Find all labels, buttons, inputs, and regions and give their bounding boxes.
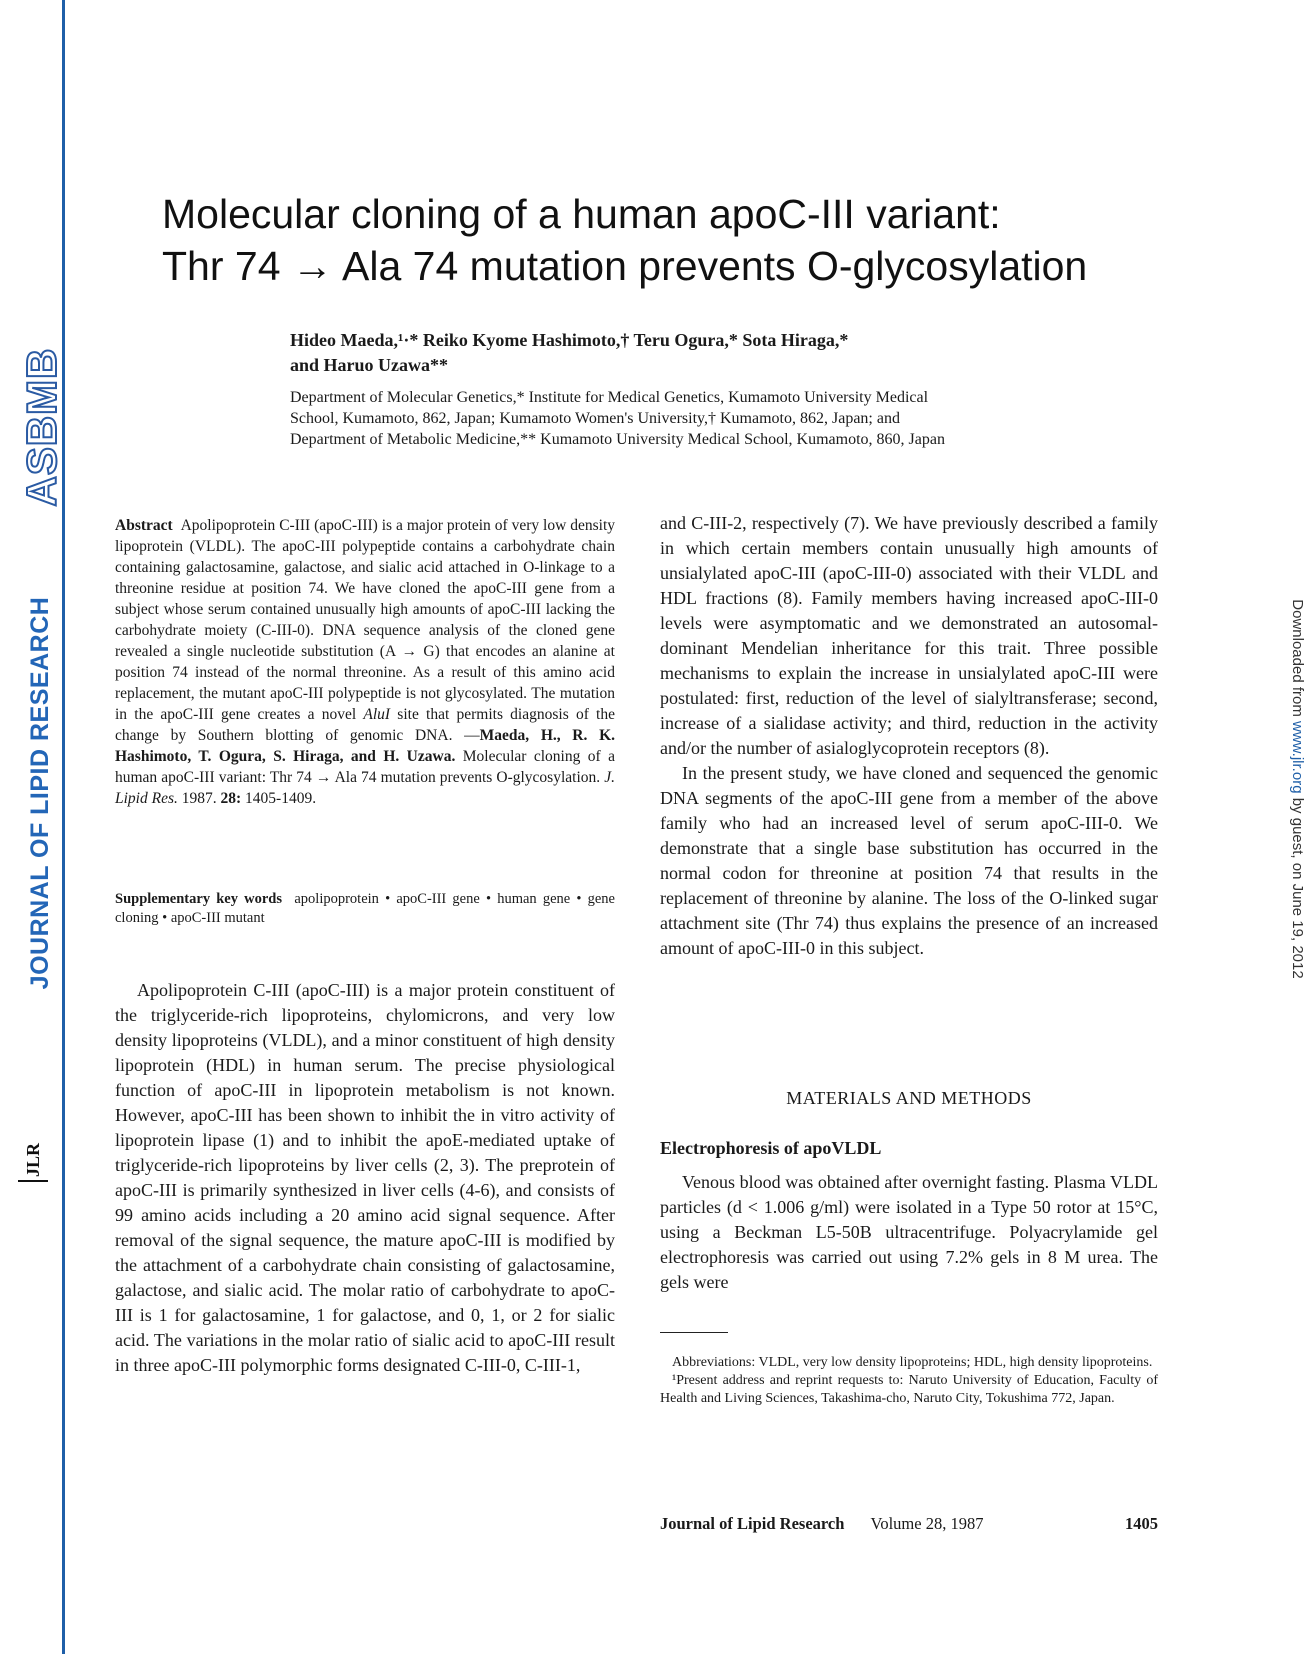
affiliation-line-3: Department of Metabolic Medicine,** Kumamoto University Medical School, Kumamoto, 860, Japan <box>290 431 945 448</box>
keywords-text: apolipoprotein • apoC-III gene • human gene • gene cloning • apoC-III mutant <box>115 891 615 926</box>
introduction <box>115 978 615 1378</box>
abstract-body-2: site that permits diagnosis of the change by Southern blotting of genomic DNA. — <box>115 706 615 744</box>
right-column-text <box>660 511 1158 961</box>
footnote-divider <box>660 1332 728 1333</box>
citation-pages: 1405-1409. <box>241 790 317 807</box>
download-notice-pre: Downloaded from <box>1289 599 1306 722</box>
asbmb-logo-text: ASBMB <box>18 347 65 507</box>
footnotes <box>660 1354 1158 1408</box>
jlr-logo-text: JLR <box>23 1142 43 1178</box>
key-words <box>115 890 615 928</box>
asbmb-logo <box>10 347 74 507</box>
footer-journal: Journal of Lipid Research <box>660 1514 845 1533</box>
author-list <box>290 328 1110 378</box>
subsection-heading: Electrophoresis of apoVLDL <box>660 1138 882 1158</box>
article-title <box>162 188 1142 292</box>
citation-volume: 28: <box>220 790 242 807</box>
citation-journal: J. Lipid Res. <box>115 769 615 807</box>
section-heading: MATERIALS AND METHODS <box>786 1088 1032 1108</box>
abstract-enzyme: AluI <box>363 706 391 723</box>
methods-text <box>660 1170 1158 1295</box>
left-margin-rule <box>62 0 65 1654</box>
title-line-2: Thr 74 → Ala 74 mutation prevents O-glycosylation <box>162 243 1088 289</box>
download-notice-post: by guest, on June 19, 2012 <box>1289 793 1306 979</box>
authors-line-2: and Haruo Uzawa** <box>290 355 449 375</box>
intro-paragraph: Apolipoprotein C-III (apoC-III) is a major protein constituent of the triglyceride-rich lipoproteins, chylomicrons, and very low density lipoproteins (VLDL), and a minor constituent of high density lipoprotein (HDL) in human serum. The precise physiological function of apoC-III in lipoprotein metabolism is not known. However, apoC-III has been shown to inhibit the in vitro activity of lipoprotein lipase (1) and to inhibit the apoE-mediated uptake of triglyceride-rich lipoproteins by liver cells (2, 3). The preprotein of apoC-III is primarily synthesized in liver cells (4-6), and consists of 99 amino acids including a 20 amino acid signal sequence. After removal of the signal sequence, the mature apoC-III is modified by the attachment of a carbohydrate chain consisting of galactosamine, galactose, and sialic acid. The molar ratio of carbohydrate to apoC-III is 1 for galactosamine, 1 for galactose, and 0, 1, or 2 for sialic acid. The variations in the molar ratio of sialic acid to apoC-III result in three apoC-III polymorphic forms designated C-III-0, C-III-1, <box>115 980 615 1375</box>
footnote-address: ¹Present address and reprint requests to: Naruto University of Education, Faculty of Health and Living Sciences, Takashima-cho, Naruto City, Tokushima 772, Japan. <box>660 1373 1158 1406</box>
citation-authors: Maeda, H., R. K. Hashimoto, T. Ogura, S. Hiraga, and H. Uzawa. <box>115 727 615 765</box>
citation-title: Molecular cloning of a human apoC-III variant: Thr 74 → Ala 74 mutation prevents O-glycosylation. <box>115 748 616 786</box>
citation-year: 1987. <box>177 790 221 807</box>
affiliations <box>290 387 1150 450</box>
footer-volume: Volume 28, 1987 <box>870 1514 984 1533</box>
page-footer <box>660 1514 1158 1534</box>
jlr-logo-icon <box>16 1138 50 1182</box>
affiliation-line-1: Department of Molecular Genetics,* Institute for Medical Genetics, Kumamoto University Medical <box>290 389 929 406</box>
methods-paragraph: Venous blood was obtained after overnight fasting. Plasma VLDL particles (d < 1.006 g/ml) were isolated in a Type 50 rotor at 15°C, using a Beckman L5-50B ultracentrifuge. Polyacrylamide gel electrophoresis was carried out using 7.2% gels in 8 M urea. The gels were <box>660 1172 1158 1292</box>
footnote-abbreviations: Abbreviations: VLDL, very low density lipoproteins; HDL, high density lipoproteins. <box>672 1355 1153 1370</box>
keywords-label: Supplementary key words <box>115 891 283 907</box>
journal-vertical-title: JOURNAL OF LIPID RESEARCH <box>26 596 54 990</box>
abstract-label: Abstract <box>115 517 173 534</box>
authors-line-1: Hideo Maeda,¹·* Reiko Kyome Hashimoto,† Teru Ogura,* Sota Hiraga,* <box>290 330 849 350</box>
abstract-body: Apolipoprotein C-III (apoC-III) is a major protein of very low density lipoprotein (VLDL). The apoC-III polypeptide contains a carbohydrate chain containing galactosamine, galactose, and sialic acid attached in O-linkage to a threonine residue at position 74. We have cloned the apoC-III gene from a subject whose serum contained unusually high amounts of apoC-III lacking the carbohydrate moiety (C-III-0). DNA sequence analysis of the cloned gene revealed a single nucleotide substitution (A → G) that encodes an alanine at position 74 instead of the normal threonine. As a result of this amino acid replacement, the mutant apoC-III polypeptide is not glycosylated. The mutation in the apoC-III gene creates a novel <box>115 517 616 723</box>
download-notice-link[interactable]: www.jlr.org <box>1289 721 1306 794</box>
affiliation-line-2: School, Kumamoto, 862, Japan; Kumamoto Women's University,† Kumamoto, 862, Japan; and <box>290 410 900 427</box>
download-notice <box>1284 579 1310 999</box>
footer-page-number: 1405 <box>1125 1514 1158 1533</box>
right-paragraph-1: and C-III-2, respectively (7). We have previously described a family in which certain members contain unusually high amounts of unsialylated apoC-III (apoC-III-0) associated with their VLDL and HDL fractions (8). Family members having increased apoC-III-0 levels were asymptomatic and we demonstrated an autosomal-dominant Mendelian inheritance for this trait. Three possible mechanisms to explain the increase in unsialylated apoC-III were postulated: first, reduction of the level of sialyltransferase; second, increase of a sialidase activity; and third, reduction in the activity and/or the number of asialoglycoprotein receptors (8). <box>660 513 1158 758</box>
abstract <box>115 515 615 809</box>
right-paragraph-2: In the present study, we have cloned and sequenced the genomic DNA segments of the apoC-III gene from a member of the above family who had an increased level of serum apoC-III-0. We demonstrate that a single base substitution has occurred in the normal codon for threonine at position 74 that results in the replacement of threonine by alanine. The loss of the O-linked sugar attachment site (Thr 74) thus explains the presence of an increased amount of apoC-III-0 in this subject. <box>660 763 1158 958</box>
title-line-1: Molecular cloning of a human apoC-III variant: <box>162 191 1001 237</box>
